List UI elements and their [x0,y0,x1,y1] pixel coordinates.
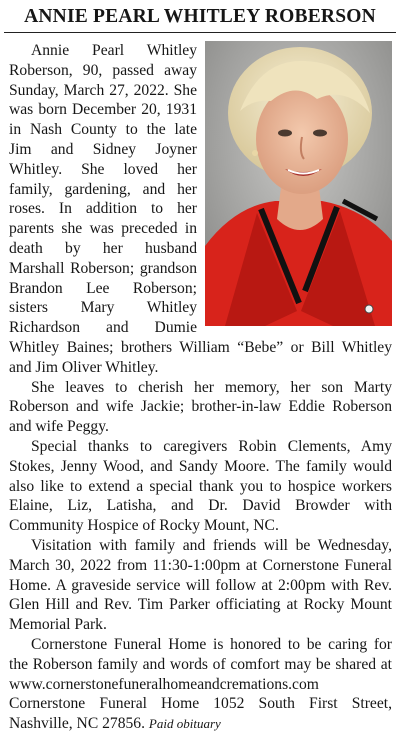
obituary-title: ANNIE PEARL WHITLEY ROBERSON [24,6,376,27]
paragraph-survivors: She leaves to cherish her memory, her son Marty Roberson and wife Jackie; brother-in-law Eddie Roberson and wife Peggy. [9,378,392,436]
paragraph-condolences [9,635,392,734]
condolences-text: Cornerstone Funeral Home is honored to be caring for the Roberson family and words of comfort may be shared at www.cornerstonefuneralhomeandcremations.com Cornerstone Funeral Home 1052 South First Street, Nashville, NC 27856. [9,635,392,733]
paragraph-thanks: Special thanks to caregivers Robin Clements, Amy Stokes, Jenny Wood, and Sandy Moore. The family would also like to extend a special thank you to hospice workers Elaine, Liz, Latisha, and Dr. David Browder with Community Hospice of Rocky Mount, NC. [9,437,392,535]
title-rule [4,32,396,33]
paragraph-death-notice: Annie Pearl Whitley Roberson, 90, passed away Sunday, March 27, 2022. She was born December 20, 1931 in Nash County to the late Jim and Sidney Joyner Whitley. She loved her family, gardening, and her roses. In addition to her parents she was preceded in death by her husband Marshall Roberson; grandson Brandon Lee Roberson; sisters Mary Whitley Richardson and Dumie Whitley Baines; brothers William “Bebe” or Bill Whitley and Jim Oliver Whitley. [9,42,392,376]
paid-obituary-label: Paid obituary [148,716,221,732]
portrait-photo [205,41,392,326]
portrait-illustration [205,41,392,326]
obituary-body [9,41,392,734]
paragraph-services: Visitation with family and friends will be Wednesday, March 30, 2022 from 11:30-1:00pm at Cornerstone Funeral Home. A graveside service will follow at 2:00pm with Rev. Glen Hill and Rev. Tim Parker officiating at Rocky Mount Memorial Park. [9,536,392,634]
